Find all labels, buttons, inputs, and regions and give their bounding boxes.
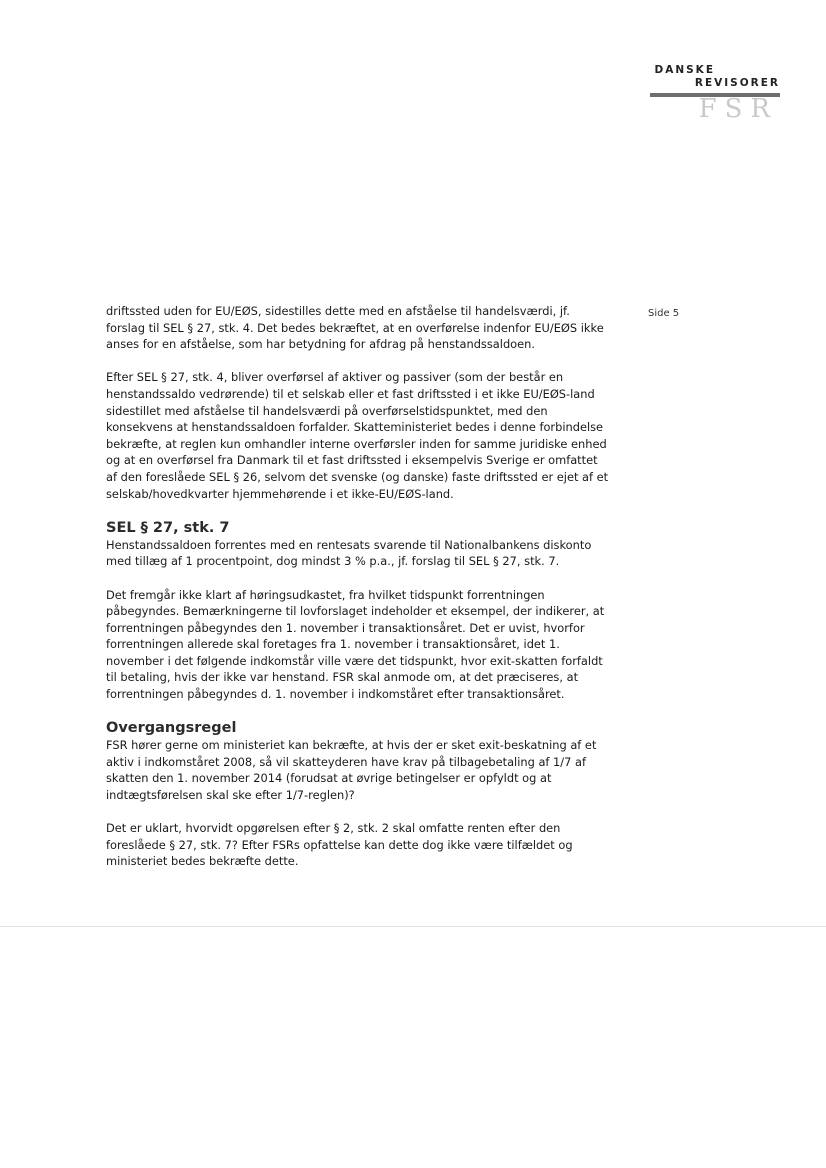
paragraph: FSR hører gerne om ministeriet kan bekræfte, at hvis der er sket exit-beskatning af et aktiv i indkomståret 2008, så vil skatteyderen have krav på tilbagebetaling af 1/7 af skatten den 1. november 2014 (forudsat at øvrige betingelser er opfyldt og at indtægtsførelsen skal ske efter 1/7-reglen)? — [106, 738, 597, 803]
paragraph: Det er uklart, hvorvidt opgørelsen efter § 2, stk. 2 skal omfatte renten efter den foreslåede § 27, stk. 7? Efter FSRs opfattelse kan dette dog ikke være tilfældet og ministeriet bedes bekræfte dette. — [106, 821, 573, 869]
paragraph: driftssted uden for EU/EØS, sidestilles dette med en afståelse til handelsværdi, jf. forslag til SEL § 27, stk. 4. Det bedes bekræftet, at en overførelse indenfor EU/EØS ikke anses for en afståelse, som har betydning for afdrag på henstandssaldoen. — [106, 304, 604, 352]
logo-line-danske: DANSKE — [654, 64, 715, 76]
logo-line-revisorer: REVISORER — [694, 77, 780, 89]
paragraph: Det fremgår ikke klart af høringsudkastet, fra hvilket tidspunkt forrentningen påbegyndes. Bemærkningerne til lovforslaget indeholder et eksempel, der indikerer, at forrentningen påbegyndes den 1. november i transaktionsåret. Det er uvist, hvorfor forrentningen allerede skal foretages fra 1. november i transaktionsåret, idet 1. november i det følgende indkomstår ville være det tidspunkt, hvor exit-skatten forfaldt til betaling, hvis der ikke var henstand. FSR skal anmode om, at det præciseres, at forrentningen påbegyndes d. 1. november i indkomståret efter transaktionsåret. — [106, 587, 605, 702]
document-body — [106, 303, 611, 887]
paragraph: Efter SEL § 27, stk. 4, bliver overførsel af aktiver og passiver (som der består en henstandssaldo vedrørende) til et selskab eller et fast driftssted i et ikke EU/EØS-land sidestillet med afståelse til handelsværdi på overførselstidspunktet, med den konsekvens at henstandssaldoen forfalder. Skatteministeriet bedes i denne forbindelse bekræfte, at reglen kun omhandler interne overførsler inden for samme juridiske enhed og at en overførsel fra Danmark til et fast driftssted i eksempelvis Sverige er omfattet af den foreslåede SEL § 26, selvom det svenske (og danske) faste driftssted er ejet af et selskab/hovedkvarter hjemmehørende i et ikke-EU/EØS-land. — [106, 370, 609, 501]
page-number: Side 5 — [648, 308, 680, 319]
scan-fold-line — [0, 926, 826, 927]
logo-mark-fsr: FSR — [698, 94, 778, 124]
section-heading-sel-27-7: SEL § 27, stk. 7 — [106, 519, 230, 536]
section-heading-overgangsregel: Overgangsregel — [106, 720, 237, 737]
paragraph: Henstandssaldoen forrentes med en rentesats svarende til Nationalbankens diskonto med tillæg af 1 procentpoint, dog mindst 3 % p.a., jf. forslag til SEL § 27, stk. 7. — [106, 537, 592, 569]
